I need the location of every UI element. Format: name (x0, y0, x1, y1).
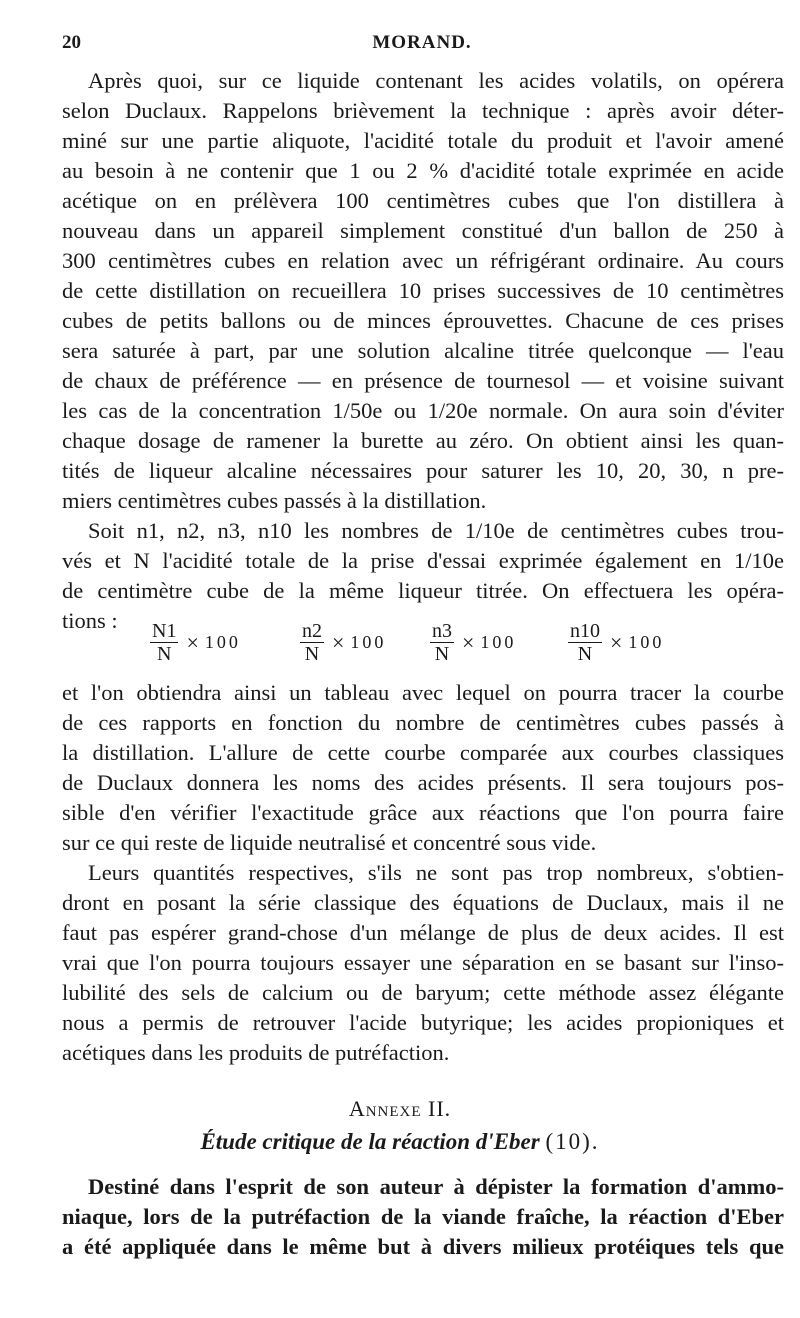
subtitle-text: Étude critique de la réaction d'Eber (200, 1129, 540, 1154)
factor: 100 (204, 632, 241, 652)
fraction (568, 620, 602, 665)
text-line: vés et N l'acidité totale de la prise d'essai exprimée également en 1/10e (62, 548, 784, 573)
text-line: la distillation. L'allure de cette courbe comparée aux courbes classiques (62, 740, 784, 765)
numerator: n10 (570, 620, 600, 642)
numerator: n3 (432, 620, 452, 642)
text-line: Destiné dans l'esprit de son auteur à dépister la formation d'ammo- (88, 1174, 784, 1199)
text-line: sible d'en vérifier l'exactitude grâce aux réactions que l'on pourra faire (62, 800, 784, 825)
text-line: sur ce qui reste de liquide neutralisé et concentré sous vide. (62, 830, 597, 855)
text-line: de cette distillation on recueillera 10 prises successives de 10 centimètres (62, 278, 784, 303)
times-sign: × (610, 629, 623, 655)
text-line: faut pas espérer grand-chose d'un mélange de plus de deux acides. Il est (62, 920, 784, 945)
formula (430, 620, 516, 665)
text-line: cubes de petits ballons ou de minces éprouvettes. Chacune de ces prises (62, 308, 784, 333)
text-line: tités de liqueur alcaline nécessaires pour saturer les 10, 20, 30, n pre- (62, 458, 784, 483)
numerator: N1 (152, 620, 177, 642)
text-line: niaque, lors de la putréfaction de la viande fraîche, la réaction d'Eber (62, 1204, 784, 1229)
text-line: chaque dosage de ramener la burette au zéro. On obtient ainsi les quan- (62, 428, 784, 453)
times-sign: × (186, 629, 199, 655)
page-header (62, 28, 782, 58)
text-line: miné sur une partie aliquote, l'acidité totale du produit et l'avoir amené (62, 128, 784, 153)
denominator: N (304, 643, 320, 665)
text-line: a été appliquée dans le même but à divers milieux protéiques tels que (62, 1234, 784, 1259)
text-line: Soit n1, n2, n3, n10 les nombres de 1/10e de centimètres cubes trou- (88, 518, 784, 543)
numerator: n2 (302, 620, 322, 642)
ratio-formulas (150, 620, 710, 676)
section-heading: Annexe II. (348, 1096, 452, 1121)
text-line: acétique on en prélèvera 100 centimètres cubes que l'on distillera à (62, 188, 784, 213)
formula (300, 620, 386, 665)
text-line: Après quoi, sur ce liquide contenant les acides volatils, on opérera (88, 68, 784, 93)
fraction (150, 620, 178, 665)
text-line: lubilité des sels de calcium ou de baryum; cette méthode assez élégante (62, 980, 784, 1005)
formula (150, 620, 241, 665)
text-line: acétiques dans les produits de putréfaction. (62, 1040, 450, 1065)
text-line: de chaux de préférence — en présence de tournesol — et voisine suivant (62, 368, 784, 393)
reference-number: (10). (545, 1129, 600, 1154)
denominator: N (434, 643, 450, 665)
text-line: tions : (62, 608, 118, 633)
denominator: N (577, 643, 593, 665)
factor: 100 (480, 632, 517, 652)
fraction (300, 620, 324, 665)
fraction (430, 620, 454, 665)
text-line: nouveau dans un appareil simplement constitué d'un ballon de 250 à (62, 218, 784, 243)
text-line: de ces rapports en fonction du nombre de centimètres cubes passés à (62, 710, 784, 735)
text-line: sera saturée à part, par une solution alcaline titrée quelconque — l'eau (62, 338, 784, 363)
text-line: de Duclaux donnera les noms des acides présents. Il sera toujours pos- (62, 770, 784, 795)
text-line: les cas de la concentration 1/50e ou 1/20e normale. On aura soin d'éviter (62, 398, 784, 423)
factor: 100 (350, 632, 387, 652)
formula (568, 620, 664, 665)
text-line: et l'on obtiendra ainsi un tableau avec lequel on pourra tracer la courbe (62, 680, 784, 705)
text-line: selon Duclaux. Rappelons brièvement la technique : après avoir déter- (62, 98, 784, 123)
denominator: N (157, 643, 172, 665)
page-number: 20 (62, 32, 81, 53)
text-line: dront en posant la série classique des équations de Duclaux, mais il ne (62, 890, 784, 915)
text-line: 300 centimètres cubes en relation avec un réfrigérant ordinaire. Au cours (62, 248, 784, 273)
text-line: de centimètre cube de la même liqueur titrée. On effectuera les opéra- (62, 578, 784, 603)
text-line: Leurs quantités respectives, s'ils ne sont pas trop nombreux, s'obtien- (88, 860, 784, 885)
section-subtitle (0, 1129, 800, 1155)
running-head: MORAND. (372, 32, 472, 53)
text-line: au besoin à ne contenir que 1 ou 2 % d'acidité totale exprimée en acide (62, 158, 784, 183)
times-sign: × (462, 629, 475, 655)
text-line: nous a permis de retrouver l'acide butyrique; les acides propioniques et (62, 1010, 784, 1035)
times-sign: × (332, 629, 345, 655)
text-line: miers centimètres cubes passés à la distillation. (62, 488, 487, 513)
text-line: vrai que l'on pourra toujours essayer une séparation en se basant sur l'inso- (62, 950, 784, 975)
factor: 100 (628, 632, 665, 652)
